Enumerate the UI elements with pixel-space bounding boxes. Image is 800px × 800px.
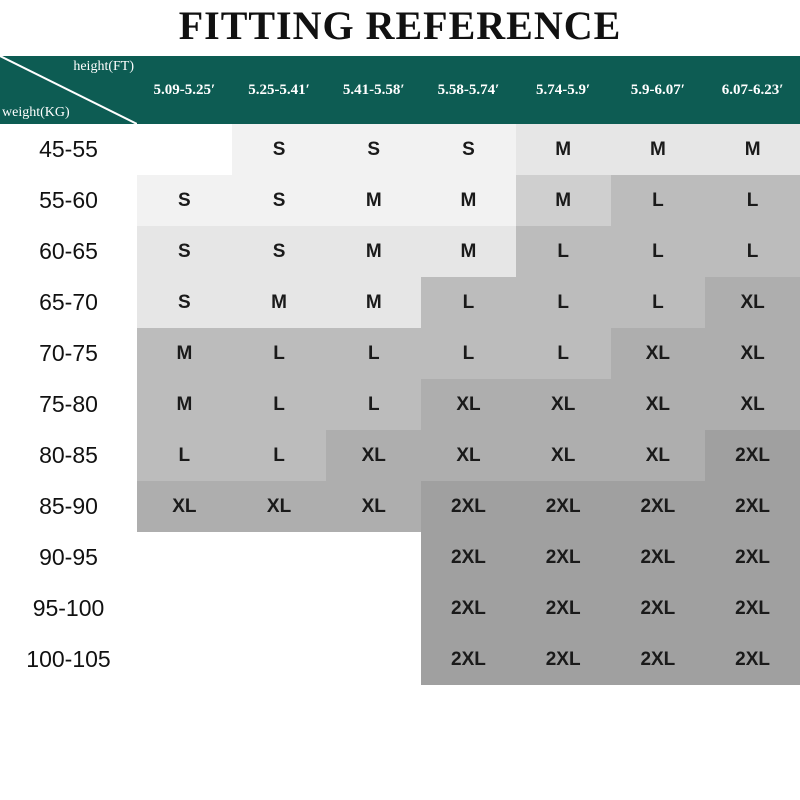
size-cell: L [611,175,706,226]
size-cell: XL [611,379,706,430]
table-row [0,379,800,430]
page-title: FITTING REFERENCE [178,3,622,48]
size-cell: M [326,175,421,226]
size-cell [232,583,327,634]
size-cell: M [137,328,232,379]
size-cell: 2XL [611,481,706,532]
size-cell: 2XL [705,532,800,583]
size-cell: 2XL [611,532,706,583]
row-header: 75-80 [0,379,137,430]
size-cell: S [232,175,327,226]
size-cell: S [137,277,232,328]
size-cell: 2XL [611,634,706,685]
column-header: 5.41-5.58′ [326,56,421,124]
size-cell: 2XL [516,481,611,532]
size-cell: XL [516,430,611,481]
size-cell: S [137,175,232,226]
table-row [0,532,800,583]
table-row [0,634,800,685]
size-cell: M [137,379,232,430]
size-cell [232,634,327,685]
size-cell: S [137,226,232,277]
row-header: 85-90 [0,481,137,532]
size-cell: L [516,328,611,379]
size-cell: S [232,226,327,277]
size-cell: M [421,226,516,277]
size-cell: XL [326,430,421,481]
size-cell: XL [705,328,800,379]
row-header: 60-65 [0,226,137,277]
size-cell: 2XL [705,481,800,532]
column-header: 5.58-5.74′ [421,56,516,124]
size-cell: L [421,328,516,379]
size-cell [137,634,232,685]
size-cell: M [232,277,327,328]
size-cell: L [326,379,421,430]
column-header: 5.74-5.9′ [516,56,611,124]
size-cell: XL [326,481,421,532]
size-cell [232,532,327,583]
size-cell: L [705,175,800,226]
table-row [0,226,800,277]
size-cell [326,583,421,634]
size-cell: 2XL [516,634,611,685]
column-header: 5.25-5.41′ [232,56,327,124]
table-row [0,328,800,379]
size-cell: XL [421,379,516,430]
size-cell: 2XL [421,583,516,634]
row-header: 100-105 [0,634,137,685]
size-cell: M [705,124,800,175]
size-cell: 2XL [516,532,611,583]
row-header: 65-70 [0,277,137,328]
size-cell: XL [611,328,706,379]
size-cell: L [232,379,327,430]
table-row [0,175,800,226]
column-header: 5.09-5.25′ [137,56,232,124]
table-row [0,583,800,634]
size-cell: L [516,226,611,277]
size-cell: XL [516,379,611,430]
size-cell: 2XL [421,481,516,532]
row-header: 90-95 [0,532,137,583]
size-cell: M [516,124,611,175]
size-cell [137,583,232,634]
size-cell: S [326,124,421,175]
size-cell: XL [611,430,706,481]
row-header: 55-60 [0,175,137,226]
size-cell: L [137,430,232,481]
size-cell [326,634,421,685]
table-row [0,430,800,481]
row-header: 80-85 [0,430,137,481]
size-cell: L [705,226,800,277]
table-row [0,124,800,175]
size-cell: L [326,328,421,379]
size-cell: M [326,277,421,328]
weight-axis-label: weight(KG) [2,105,70,120]
size-cell: L [516,277,611,328]
size-cell: XL [705,277,800,328]
row-header: 95-100 [0,583,137,634]
size-cell [137,124,232,175]
size-cell: S [232,124,327,175]
size-cell: XL [232,481,327,532]
size-cell: 2XL [421,532,516,583]
column-header: 5.9-6.07′ [611,56,706,124]
size-cell: L [611,226,706,277]
size-cell [137,532,232,583]
size-cell: XL [137,481,232,532]
row-header: 70-75 [0,328,137,379]
size-cell: M [611,124,706,175]
size-cell: 2XL [705,430,800,481]
size-cell: XL [421,430,516,481]
height-axis-label: height(FT) [73,59,134,74]
size-cell: 2XL [516,583,611,634]
size-cell: L [232,328,327,379]
size-cell: 2XL [705,634,800,685]
size-cell: 2XL [705,583,800,634]
table-row [0,481,800,532]
column-header: 6.07-6.23′ [705,56,800,124]
size-cell: M [421,175,516,226]
size-table-body [0,124,800,685]
size-cell: XL [705,379,800,430]
size-cell: M [326,226,421,277]
size-cell: M [516,175,611,226]
size-cell: L [421,277,516,328]
table-row [0,277,800,328]
size-cell [326,532,421,583]
size-cell: L [232,430,327,481]
row-header: 45-55 [0,124,137,175]
size-table-container [0,56,800,685]
size-cell: L [611,277,706,328]
size-cell: 2XL [421,634,516,685]
size-reference-table [0,56,800,685]
table-header-row [0,56,800,124]
size-cell: 2XL [611,583,706,634]
size-cell: S [421,124,516,175]
axis-corner-cell [0,56,137,124]
